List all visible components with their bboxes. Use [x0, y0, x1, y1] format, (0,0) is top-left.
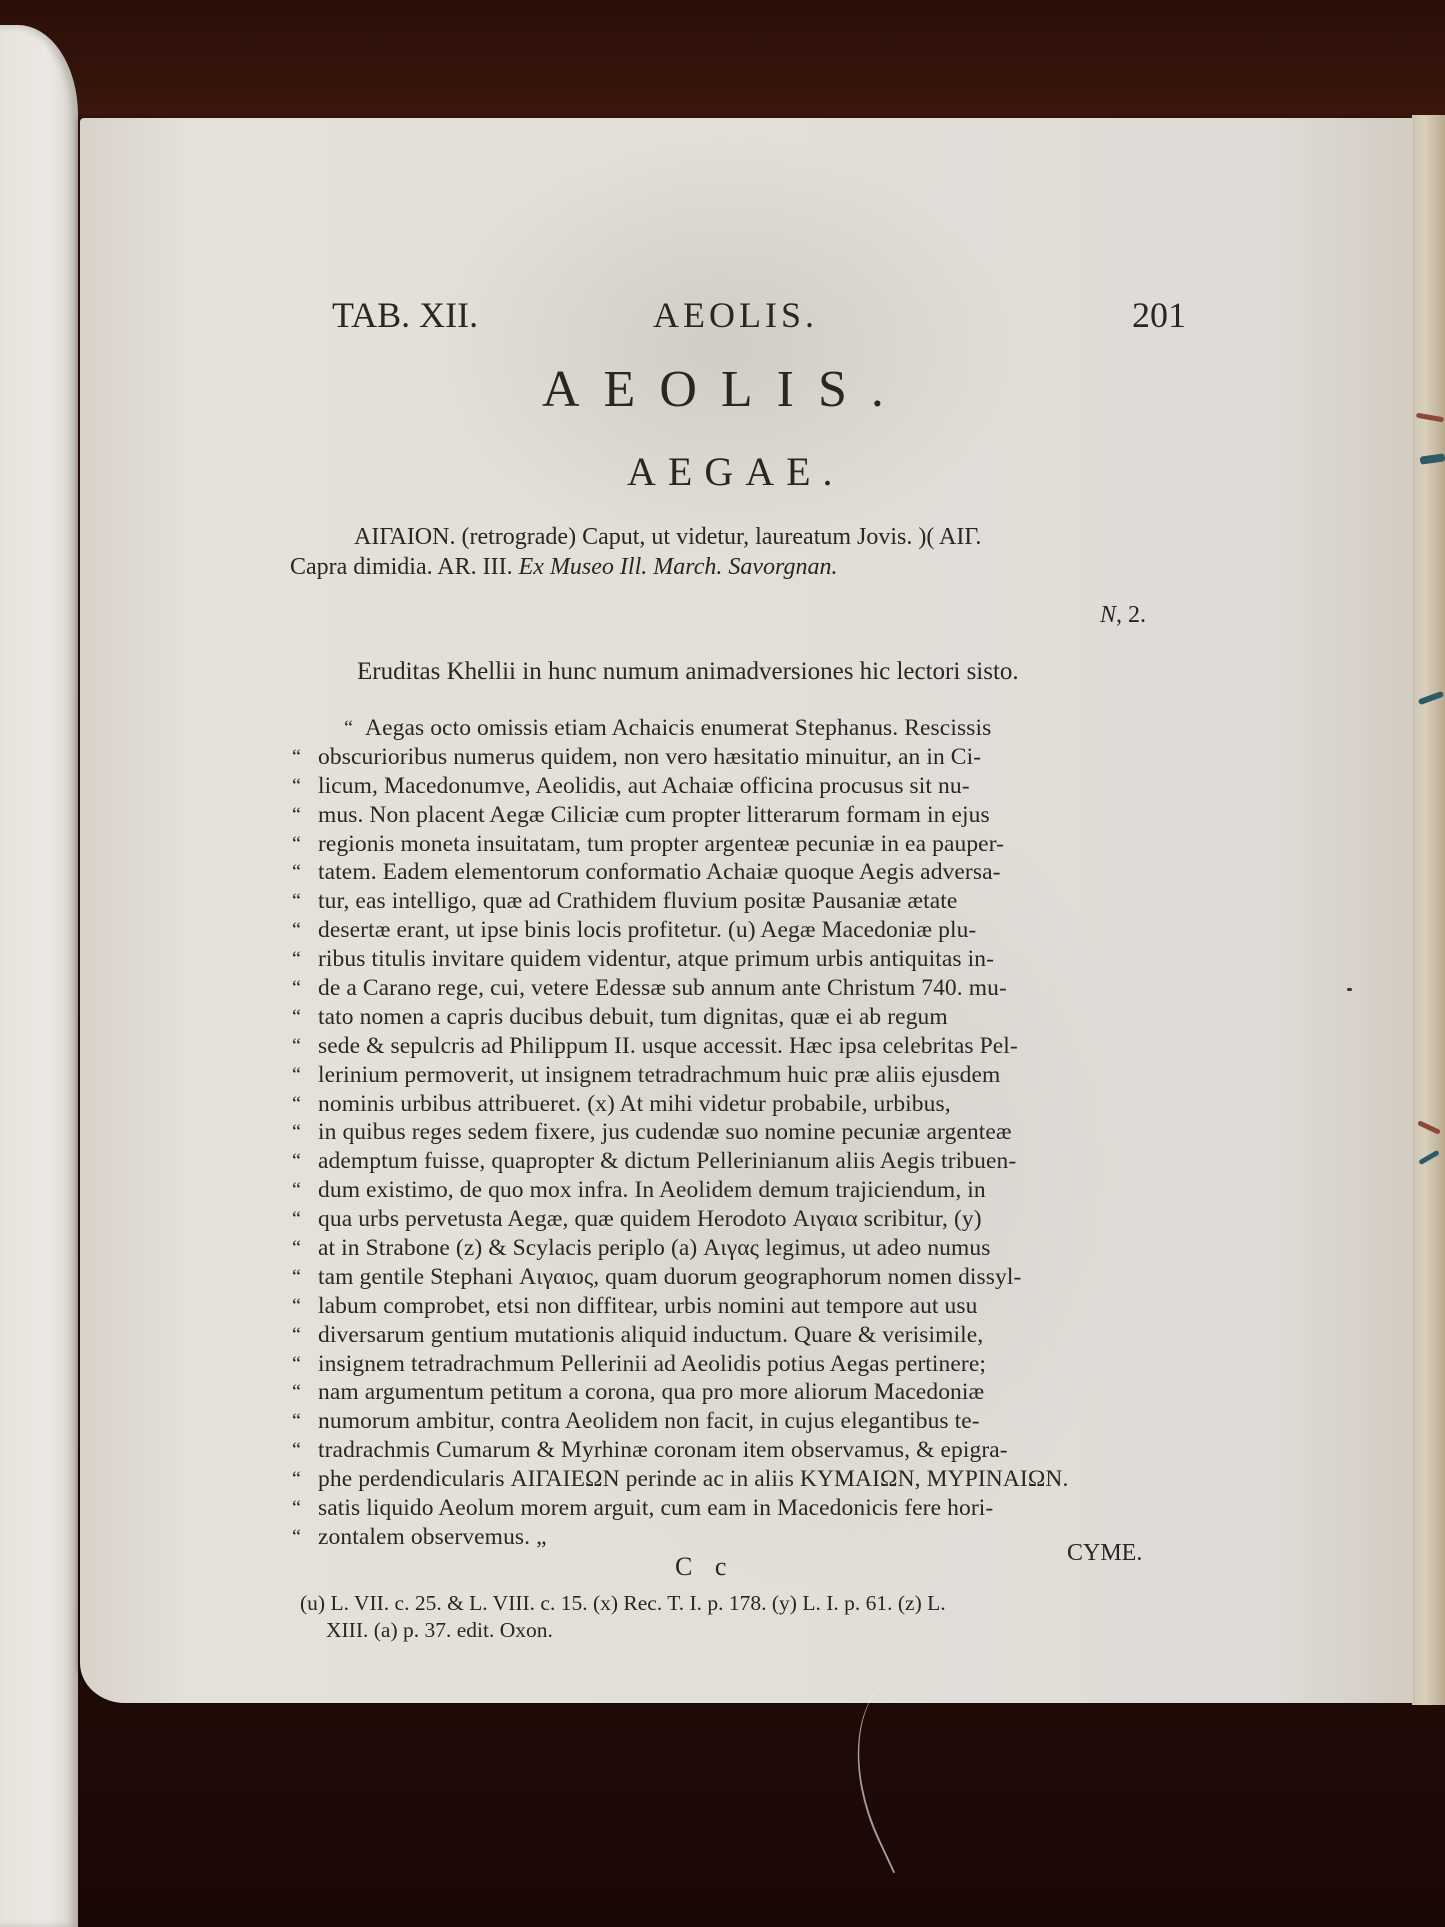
footnotes	[300, 1590, 1290, 1644]
quote-line	[292, 801, 1277, 830]
quote-line-text: ademptum fuisse, quapropter & dictum Pellerinianum aliis Aegis tribuen-	[318, 1148, 1017, 1175]
quote-mark: “	[292, 1092, 301, 1115]
left-page-edge	[0, 25, 78, 1927]
coin-reference	[1100, 602, 1146, 629]
quote-line-text: mus. Non placent Aegæ Ciliciæ cum propter litterarum formam in ejus	[318, 801, 990, 828]
quote-line-text: lerinium permoverit, ut insignem tetradrachmum huic præ aliis ejusdem	[318, 1061, 1001, 1088]
quote-line-text: nominis urbibus attribueret. (x) At mihi videtur probabile, urbibus,	[318, 1090, 951, 1117]
coin-description-line-2	[290, 552, 1245, 582]
quote-line	[292, 1090, 1277, 1119]
quote-line	[292, 1378, 1277, 1407]
quote-line	[292, 1494, 1277, 1523]
quote-line	[292, 1407, 1277, 1436]
quote-mark: “	[292, 1237, 301, 1260]
coin-description-line-1	[290, 522, 1245, 552]
quote-line-text: zontalem observemus. „	[318, 1523, 547, 1550]
book-page	[80, 118, 1413, 1703]
plate-label: TAB. XII.	[332, 295, 479, 335]
footnote-line-1: (u) L. VII. c. 25. & L. VIII. c. 15. (x) Rec. T. I. p. 178. (y) L. I. p. 61. (z) L.	[300, 1591, 946, 1615]
quote-line-text: numorum ambitur, contra Aeolidem non facit, in cujus elegantibus te-	[318, 1408, 980, 1435]
page-title-text: AEOLIS.	[542, 361, 908, 418]
quote-line	[292, 1436, 1277, 1465]
quote-line-text: Aegas octo omissis etiam Achaicis enumerat Stephanus. Rescissis	[365, 715, 992, 741]
quote-mark: “	[292, 1352, 301, 1375]
quote-line	[292, 1292, 1277, 1321]
quote-mark: “	[292, 1410, 301, 1433]
quote-line	[292, 1321, 1277, 1350]
quote-line	[292, 974, 1277, 1003]
quote-line	[292, 1234, 1277, 1263]
quote-line	[292, 1003, 1277, 1032]
quote-mark: “	[292, 890, 301, 913]
quote-mark: “	[292, 1468, 301, 1491]
running-header	[80, 294, 1413, 344]
quote-line	[292, 887, 1277, 916]
ink-speck	[1347, 988, 1352, 991]
quote-line	[292, 1465, 1277, 1494]
quote-line	[292, 916, 1277, 945]
intro-sentence: Eruditas Khellii in hunc numum animadversiones hic lectori sisto.	[357, 658, 1019, 685]
quote-line-text: regionis moneta insuitatam, tum propter argenteæ pecuniæ in ea pauper-	[318, 830, 1005, 857]
quote-mark: “	[292, 774, 301, 797]
quote-mark: “	[292, 1294, 301, 1317]
quote-mark: “	[292, 919, 301, 942]
quote-mark: “	[292, 745, 301, 768]
quote-line	[292, 1263, 1277, 1292]
quote-line-text: phe perdendicularis ΑΙΓΑΙΕΩΝ perinde ac in aliis ΚΥΜΑΙΩΝ, ΜΥΡΙΝΑΙΩΝ.	[318, 1466, 1069, 1493]
quote-line-text: labum comprobet, etsi non diffitear, urbis nomini aut tempore aut usu	[318, 1292, 978, 1319]
quote-line-text: desertæ erant, ut ipse binis locis profitetur. (u) Aegæ Macedoniæ plu-	[318, 917, 977, 944]
footnote-line-2: XIII. (a) p. 37. edit. Oxon.	[326, 1618, 553, 1642]
coin-description	[290, 522, 1245, 582]
quote-line-text: qua urbs pervetusta Aegæ, quæ quidem Herodoto Αιγαια scribitur, (y)	[318, 1206, 982, 1233]
quote-line-text: tur, eas intelligo, quæ ad Crathidem fluvium positæ Pausaniæ ætate	[318, 888, 958, 915]
quote-line-text: sede & sepulcris ad Philippum II. usque accessit. Hæc ipsa celebritas Pel-	[318, 1032, 1018, 1059]
page-foot-marks	[80, 1540, 1413, 1580]
marbling-streak	[1418, 1150, 1440, 1165]
coin-obverse-text: (retrograde) Caput, ut videtur, laureatum Jovis. )( ΑΙΓ.	[455, 524, 982, 550]
quote-line-text: tato nomen a capris ducibus debuit, tum dignitas, quæ ei ab regum	[318, 1003, 948, 1030]
quote-line-text: ribus titulis invitare quidem videntur, atque primum urbis antiquitas in-	[318, 946, 995, 973]
coin-provenance: Ex Museo Ill. March. Savorgnan.	[518, 554, 838, 580]
quote-mark: “	[292, 1063, 301, 1086]
quote-line-text: licum, Macedonumve, Aeolidis, aut Achaiæ officina procusus sit nu-	[318, 772, 970, 799]
quote-mark: “	[292, 832, 301, 855]
quote-mark: “	[344, 717, 353, 739]
marbling-streak	[1417, 1120, 1441, 1135]
page-number: 201	[1132, 295, 1186, 335]
marbling-streak	[1416, 413, 1444, 423]
coin-legend-greek: ΑΙΓΑΙΟΝ.	[354, 524, 456, 550]
quote-mark: “	[292, 1381, 301, 1404]
quote-line-text: nam argumentum petitum a corona, qua pro more aliorum Macedoniæ	[318, 1379, 985, 1406]
quote-line-text: in quibus reges sedem fixere, jus cudendæ suo nomine pecuniæ argenteæ	[318, 1119, 1012, 1146]
section-subtitle: AEGAE.	[627, 449, 845, 494]
quote-mark: “	[292, 1150, 301, 1173]
coin-reference-number: , 2.	[1116, 602, 1147, 628]
quote-line	[292, 1147, 1277, 1176]
quote-line	[292, 1176, 1277, 1205]
catchword: CYME.	[1067, 1540, 1143, 1566]
section-label: AEOLIS.	[653, 295, 818, 335]
quote-mark: “	[292, 1323, 301, 1346]
quote-line-text: satis liquido Aeolum morem arguit, cum eam in Macedonicis fere hori-	[318, 1495, 994, 1522]
quoted-passage	[292, 714, 1277, 1552]
paper-crease	[817, 1663, 995, 1873]
quote-mark: “	[292, 1525, 301, 1548]
quote-mark: “	[292, 1179, 301, 1202]
marbling-streak	[1418, 691, 1444, 706]
quote-mark: “	[292, 1439, 301, 1462]
quote-line	[292, 830, 1277, 859]
quote-mark: “	[292, 1121, 301, 1144]
quote-line	[292, 1205, 1277, 1234]
quote-line	[292, 858, 1277, 887]
quote-line-text: tam gentile Stephani Αιγαιος, quam duorum geographorum nomen dissyl-	[318, 1263, 1022, 1290]
quote-line	[292, 1032, 1277, 1061]
marbled-book-edge	[1412, 115, 1445, 1705]
quote-line	[292, 1061, 1277, 1090]
quote-mark: “	[292, 1265, 301, 1288]
quote-line	[292, 945, 1277, 974]
quote-line	[292, 714, 1277, 743]
quote-line-text: tatem. Eadem elementorum conformatio Achaiæ quoque Aegis adversa-	[318, 859, 1001, 886]
quote-line	[292, 1350, 1277, 1379]
quote-line-text: at in Strabone (z) & Scylacis periplo (a) Αιγας legimus, ut adeo numus	[318, 1235, 991, 1262]
quote-line-text: diversarum gentium mutationis aliquid inductum. Quare & verisimile,	[318, 1321, 984, 1348]
quote-line-text: de a Carano rege, cui, vetere Edessæ sub annum ante Christum 740. mu-	[318, 975, 1007, 1002]
coin-reverse-text: Capra dimidia. AR. III.	[290, 554, 519, 580]
quote-mark: “	[292, 948, 301, 971]
quote-mark: “	[292, 1005, 301, 1028]
quote-mark: “	[292, 1034, 301, 1057]
quote-line	[292, 772, 1277, 801]
quote-line-text: obscurioribus numerus quidem, non vero hæsitatio minuitur, an in Ci-	[318, 743, 982, 770]
quote-mark: “	[292, 1497, 301, 1520]
quote-mark: “	[292, 1208, 301, 1231]
quote-line-text: tradrachmis Cumarum & Myrhinæ coronam item observamus, & epigra-	[318, 1437, 1008, 1464]
quote-line	[292, 1118, 1277, 1147]
quote-mark: “	[292, 803, 301, 826]
quote-mark: “	[292, 977, 301, 1000]
quote-line-text: dum existimo, de quo mox infra. In Aeolidem demum trajiciendum, in	[318, 1177, 986, 1204]
marbling-streak	[1420, 453, 1445, 464]
quote-line	[292, 743, 1277, 772]
quote-mark: “	[292, 861, 301, 884]
signature-mark: C c	[675, 1552, 735, 1581]
quote-line-text: insignem tetradrachmum Pellerinii ad Aeolidis potius Aegas pertinere;	[318, 1350, 987, 1377]
coin-reference-letter: N	[1100, 602, 1117, 628]
